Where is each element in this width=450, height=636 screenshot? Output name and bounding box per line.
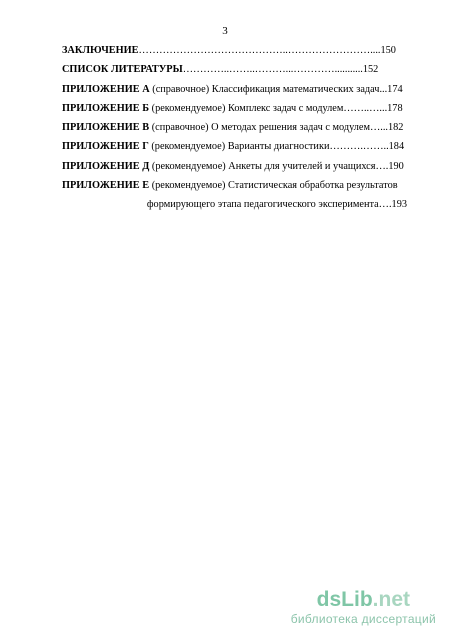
- logo-text-domain: .net: [372, 588, 411, 611]
- toc-entry-appendix-b: [62, 99, 407, 118]
- toc-entry-conclusion: [62, 41, 407, 60]
- toc-entry-title: ПРИЛОЖЕНИЕ Б: [62, 102, 150, 114]
- toc-entry-appendix-v: [62, 118, 407, 137]
- toc-entry-references: [62, 60, 407, 79]
- toc-entry-appendix-g: [62, 137, 407, 156]
- toc-entry-title: СПИСОК ЛИТЕРАТУРЫ: [62, 64, 183, 76]
- logo-text-main: dsLib: [316, 588, 373, 611]
- toc-entry-title: ПРИЛОЖЕНИЕ В: [62, 122, 150, 134]
- toc-entry-title: ПРИЛОЖЕНИЕ А: [62, 83, 150, 95]
- toc-entry-text: (рекомендуемое) Статистическая обработка результатов: [149, 180, 398, 192]
- toc-entry-appendix-a: [62, 80, 407, 99]
- table-of-contents: [62, 41, 407, 215]
- toc-entry-text: ……………………………………..……………………....150: [138, 45, 396, 56]
- toc-entry-appendix-d: [62, 157, 407, 176]
- toc-entry-text: (справочное) Классификация математических задач...174: [149, 83, 403, 95]
- dslib-watermark: [291, 588, 436, 626]
- dslib-logo: [291, 588, 436, 612]
- toc-entry-text: …………..……..………...…………...........152: [182, 64, 379, 76]
- toc-entry-text: (справочное) О методах решения задач с модулем…...182: [149, 122, 404, 134]
- toc-entry-title: ПРИЛОЖЕНИЕ Д: [62, 160, 150, 172]
- toc-entry-appendix-e: [62, 176, 407, 195]
- watermark-subtitle: библиотека диссертаций: [290, 612, 436, 626]
- toc-entry-text: (рекомендуемое) Анкеты для учителей и учащихся….190: [149, 160, 404, 172]
- toc-entry-title: ПРИЛОЖЕНИЕ Е: [62, 180, 150, 192]
- page-number: 3: [222, 25, 228, 37]
- toc-entry-appendix-e-continuation: формирующего этапа педагогического эксперимента….193: [146, 199, 407, 211]
- toc-entry-text: (рекомендуемое) Варианты диагностики……….……..184: [148, 141, 405, 153]
- toc-entry-title: ЗАКЛЮЧЕНИЕ: [62, 45, 139, 56]
- toc-entry-title: ПРИЛОЖЕНИЕ Г: [62, 141, 149, 153]
- toc-entry-text: (рекомендуемое) Комплекс задач с модулем……..…...178: [149, 102, 403, 114]
